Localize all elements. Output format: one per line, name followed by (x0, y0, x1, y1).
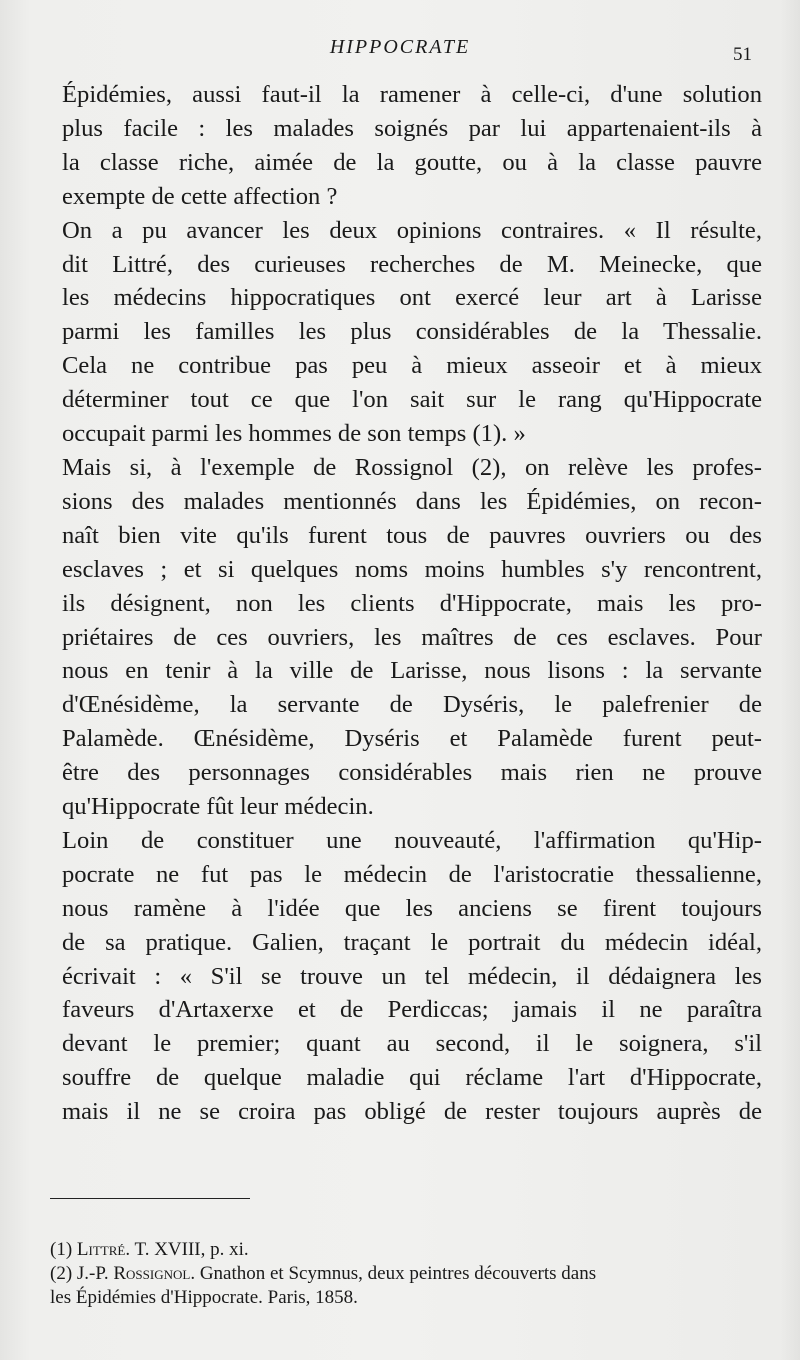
text-line: exempte de cette affection ? (62, 182, 338, 210)
text-line: de sa pratique. Galien, traçant le portrait du médecin idéal, (62, 928, 762, 956)
text-line: les médecins hippocratiques ont exercé leur art à Larisse (62, 284, 762, 312)
text-line: Loin de constituer une nouveauté, l'affirmation qu'Hip- (62, 826, 762, 854)
text-line: souffre de quelque maladie qui réclame l'art d'Hippocrate, (62, 1064, 762, 1092)
page-header (0, 36, 800, 66)
footnote-text: . T. XVIII, p. xi. (125, 1239, 249, 1260)
running-head: HIPPOCRATE (329, 36, 471, 58)
text-line: parmi les familles les plus considérables de la Thessalie. (62, 318, 762, 346)
text-line: priétaires de ces ouvriers, les maîtres de ces esclaves. Pour (62, 623, 762, 651)
footnote-2-continued: les Épidémies d'Hippocrate. Paris, 1858. (50, 1287, 358, 1308)
text-line: pocrate ne fut pas le médecin de l'aristocratie thessalienne, (62, 860, 762, 888)
footnote-text: . Gnathon et Scymnus, deux peintres découverts dans (190, 1263, 597, 1284)
footnote-1 (50, 1238, 770, 1262)
text-line: ils désignent, non les clients d'Hippocrate, mais les pro- (62, 589, 762, 617)
text-line: faveurs d'Artaxerxe et de Perdiccas; jamais il ne paraîtra (62, 996, 762, 1024)
text-line: Palamède. Œnésidème, Dyséris et Palamède furent peut- (62, 725, 762, 753)
text-line: Mais si, à l'exemple de Rossignol (2), on relève les profes- (62, 453, 762, 481)
footnote-2 (50, 1262, 770, 1286)
text-line: naît bien vite qu'ils furent tous de pauvres ouvriers ou des (62, 521, 762, 549)
footnote-author-initials: J.-P. (76, 1263, 109, 1284)
text-line: qu'Hippocrate fût leur médecin. (62, 793, 374, 821)
text-line: dit Littré, des curieuses recherches de M. Meinecke, que (62, 250, 762, 278)
footnote-marker: (1) (50, 1239, 73, 1260)
text-line: occupait parmi les hommes de son temps (1). » (62, 420, 526, 448)
text-line: nous ramène à l'idée que les anciens se firent toujours (62, 894, 762, 922)
footnote-author: Littré (76, 1239, 126, 1260)
footnote-marker: (2) (50, 1263, 73, 1284)
text-line: sions des malades mentionnés dans les Épidémies, on recon- (62, 487, 762, 515)
text-line: être des personnages considérables mais rien ne prouve (62, 759, 762, 787)
page-number: 51 (733, 44, 752, 65)
text-line: d'Œnésidème, la servante de Dyséris, le palefrenier de (62, 691, 762, 719)
body-text (62, 78, 762, 1129)
text-line: On a pu avancer les deux opinions contraires. « Il résulte, (62, 216, 762, 244)
footnotes (50, 1238, 770, 1310)
footnote-author: Rossignol (113, 1263, 191, 1284)
text-line: la classe riche, aimée de la goutte, ou à la classe pauvre (62, 148, 762, 176)
text-line: écrivait : « S'il se trouve un tel médecin, il dédaignera les (62, 962, 762, 990)
footnote-rule (50, 1198, 250, 1199)
text-line: nous en tenir à la ville de Larisse, nous lisons : la servante (62, 657, 762, 685)
text-line: Épidémies, aussi faut-il la ramener à celle-ci, d'une solution (62, 81, 762, 108)
text-line: Cela ne contribue pas peu à mieux asseoir et à mieux (62, 352, 762, 380)
text-line: mais il ne se croira pas obligé de rester toujours auprès de (62, 1098, 762, 1126)
text-line: déterminer tout ce que l'on sait sur le rang qu'Hippocrate (62, 386, 762, 414)
text-line: devant le premier; quant au second, il le soignera, s'il (62, 1030, 762, 1058)
text-line: esclaves ; et si quelques noms moins humbles s'y rencontrent, (62, 555, 762, 583)
text-line: plus facile : les malades soignés par lui appartenaient-ils à (62, 114, 762, 142)
